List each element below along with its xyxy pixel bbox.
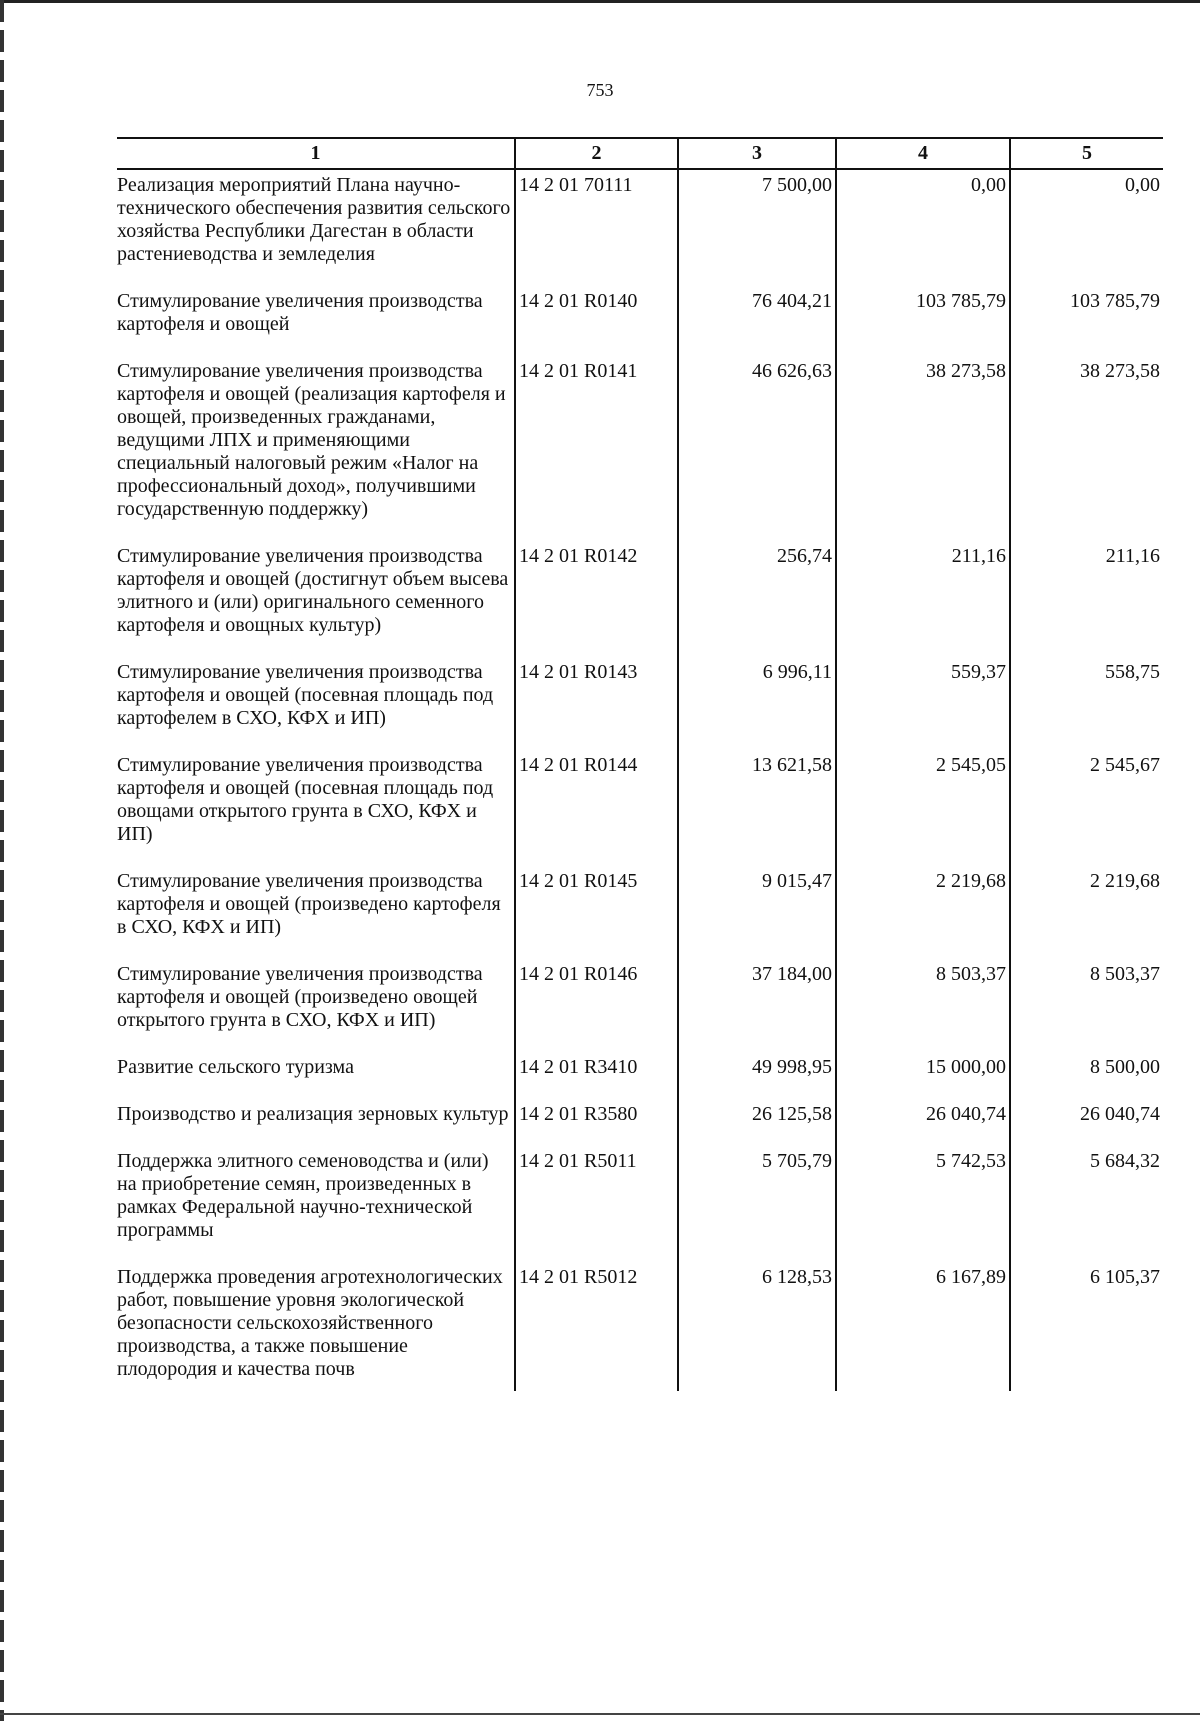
scan-border-left [0,0,4,1721]
row-code: 14 2 01 R0143 [515,661,678,754]
row-value-col4: 211,16 [836,545,1010,661]
row-value-col4: 15 000,00 [836,1056,1010,1103]
column-header-3: 3 [678,138,836,169]
column-header-5: 5 [1010,138,1163,169]
row-value-col3: 76 404,21 [678,290,836,360]
row-name: Стимулирование увеличения производства картофеля и овощей (достигнут объем высева элитного и (или) оригинального семенного картофеля и овощных культур) [117,545,509,636]
row-value-col5: 8 500,00 [1010,1056,1163,1103]
row-value-col3: 37 184,00 [678,963,836,1056]
table-row [117,661,1163,754]
row-code: 14 2 01 R5011 [515,1150,678,1266]
table-row [117,545,1163,661]
row-value-col4: 5 742,53 [836,1150,1010,1266]
row-name: Стимулирование увеличения производства картофеля и овощей (произведено картофеля в СХО, КФХ и ИП) [117,870,501,938]
row-name: Поддержка проведения агротехнологических работ, повышение уровня экологической безопасности сельскохозяйственного производства, а также повышение плодородия и качества почв [117,1266,503,1380]
column-header-4: 4 [836,138,1010,169]
table-header-row [117,138,1163,169]
row-value-col4: 559,37 [836,661,1010,754]
row-code: 14 2 01 R0141 [515,360,678,545]
table-row [117,754,1163,870]
row-value-col4: 2 545,05 [836,754,1010,870]
row-value-col4: 103 785,79 [836,290,1010,360]
row-code: 14 2 01 R0146 [515,963,678,1056]
row-value-col5: 6 105,37 [1010,1266,1163,1391]
row-code: 14 2 01 70111 [515,169,678,290]
row-code: 14 2 01 R0140 [515,290,678,360]
table-row [117,1266,1163,1391]
row-name: Стимулирование увеличения производства картофеля и овощей (произведено овощей открытого грунта в СХО, КФХ и ИП) [117,963,483,1031]
row-value-col3: 6 996,11 [678,661,836,754]
table-row [117,1150,1163,1266]
page-number: 753 [586,80,614,100]
row-code: 14 2 01 R3580 [515,1103,678,1150]
budget-table [117,137,1163,1391]
row-value-col3: 6 128,53 [678,1266,836,1391]
row-name: Стимулирование увеличения производства картофеля и овощей (посевная площадь под картофелем в СХО, КФХ и ИП) [117,661,494,729]
row-value-col4: 26 040,74 [836,1103,1010,1150]
table-row [117,1103,1163,1150]
table-row [117,1056,1163,1103]
row-value-col3: 26 125,58 [678,1103,836,1150]
column-header-1: 1 [117,138,515,169]
column-header-2: 2 [515,138,678,169]
row-value-col3: 7 500,00 [678,169,836,290]
table-row [117,963,1163,1056]
row-value-col5: 8 503,37 [1010,963,1163,1056]
row-value-col3: 5 705,79 [678,1150,836,1266]
row-code: 14 2 01 R0144 [515,754,678,870]
row-name: Стимулирование увеличения производства картофеля и овощей (реализация картофеля и овощей, произведенных гражданами, ведущими ЛПХ и применяющими специальный налоговый режим «Налог на профессиональный доход», получившими государственную поддержку) [117,360,506,520]
row-code: 14 2 01 R0142 [515,545,678,661]
scan-border-bottom [0,1713,1200,1715]
row-value-col3: 256,74 [678,545,836,661]
row-value-col5: 5 684,32 [1010,1150,1163,1266]
row-value-col5: 2 219,68 [1010,870,1163,963]
table-row [117,870,1163,963]
row-value-col4: 2 219,68 [836,870,1010,963]
row-code: 14 2 01 R5012 [515,1266,678,1391]
table-row [117,169,1163,290]
row-value-col4: 0,00 [836,169,1010,290]
row-value-col3: 49 998,95 [678,1056,836,1103]
row-value-col4: 8 503,37 [836,963,1010,1056]
row-value-col3: 13 621,58 [678,754,836,870]
row-name: Развитие сельского туризма [117,1056,354,1078]
row-name: Стимулирование увеличения производства картофеля и овощей (посевная площадь под овощами открытого грунта в СХО, КФХ и ИП) [117,754,494,845]
scan-border-top [0,0,1200,3]
row-value-col4: 6 167,89 [836,1266,1010,1391]
row-value-col5: 26 040,74 [1010,1103,1163,1150]
row-code: 14 2 01 R0145 [515,870,678,963]
row-name: Реализация мероприятий Плана научно-технического обеспечения развития сельского хозяйства Республики Дагестан в области растениеводства и земледелия [117,174,511,265]
row-value-col5: 211,16 [1010,545,1163,661]
row-value-col5: 103 785,79 [1010,290,1163,360]
row-value-col5: 558,75 [1010,661,1163,754]
row-value-col3: 46 626,63 [678,360,836,545]
table-row [117,290,1163,360]
row-value-col5: 2 545,67 [1010,754,1163,870]
row-value-col5: 38 273,58 [1010,360,1163,545]
row-name: Стимулирование увеличения производства картофеля и овощей [117,290,483,335]
row-value-col5: 0,00 [1010,169,1163,290]
row-value-col3: 9 015,47 [678,870,836,963]
table-row [117,360,1163,545]
row-name: Поддержка элитного семеноводства и (или) на приобретение семян, произведенных в рамках Федеральной научно-технической программы [117,1150,489,1241]
row-code: 14 2 01 R3410 [515,1056,678,1103]
row-name: Производство и реализация зерновых культур [117,1103,509,1125]
row-value-col4: 38 273,58 [836,360,1010,545]
